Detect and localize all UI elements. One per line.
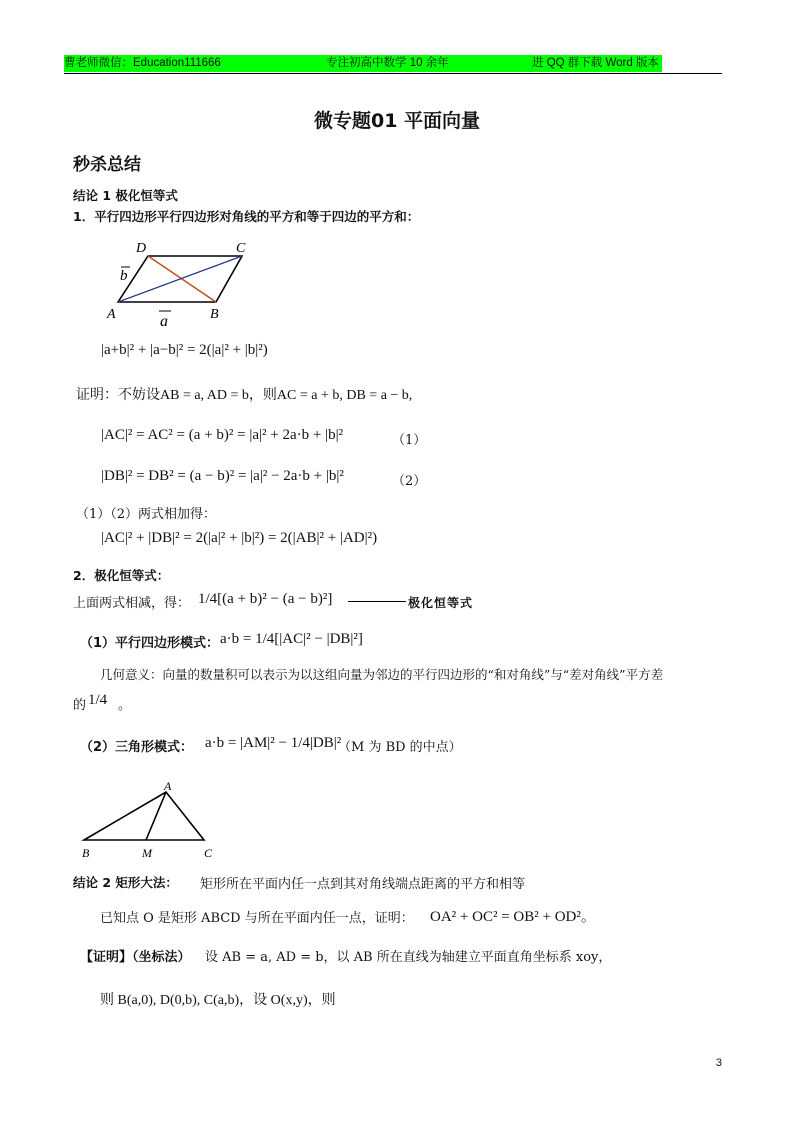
label-A: A bbox=[107, 307, 116, 322]
header-divider bbox=[64, 73, 722, 74]
parallelogram-mode-equation: a·b = 1/4[|AC|² − |DB|²] bbox=[220, 631, 363, 647]
proof-intro: 证明：不妨设AB = a, AD = b，则AC = a + b, DB = a − b, bbox=[76, 388, 413, 403]
sum-equation: |AC|² + |DB|² = 2(|a|² + |b|²) = 2(|AB|² + |AD|²) bbox=[101, 530, 378, 546]
equation-2-tag: （2） bbox=[392, 474, 427, 489]
page-number: 3 bbox=[715, 1057, 722, 1069]
formula-1: |a+b|² + |a−b|² = 2(|a|² + |b|²) bbox=[101, 342, 268, 358]
triangle-mode-equation: a·b = |AM|² − 1/4|DB|² bbox=[205, 735, 342, 751]
proof-label: 【证明】（坐标法） bbox=[80, 950, 191, 965]
meaning-line2-prefix: 的 bbox=[73, 698, 87, 713]
header-left: 曹老师微信：Education111666 bbox=[64, 57, 221, 69]
proof-text: 设 AB = a, AD = b，以 AB 所在直线为轴建立平面直角坐标系 xoy， bbox=[205, 950, 612, 965]
sum-label: （1）（2）两式相加得： bbox=[76, 507, 217, 522]
geometric-meaning: 几何意义：向量的数量积可以表示为以这组向量为邻边的平行四边形的“和对角线”与“差对角线”平方差 bbox=[100, 667, 664, 682]
conclusion1-heading: 结论 1 极化恒等式 bbox=[73, 188, 178, 203]
page-title: 微专题01 平面向量 bbox=[313, 110, 481, 132]
identity-pointer-line bbox=[348, 601, 406, 602]
coordinates-line: 则 B(a,0), D(0,b), C(a,b)，设 O(x,y)，则 bbox=[100, 993, 336, 1008]
parallelogram-figure bbox=[100, 236, 270, 331]
conclusion2-heading: 结论 2 矩形大法： bbox=[73, 875, 178, 890]
equation-1-tag: （1） bbox=[392, 433, 427, 448]
label-D: D bbox=[136, 241, 147, 256]
section-heading: 秒杀总结 bbox=[73, 155, 141, 175]
label-C: C bbox=[204, 846, 213, 860]
item1-heading: 1．平行四边形平行四边形对角线的平方和等于四边的平方和： bbox=[73, 209, 420, 224]
rectangle-statement-equation: OA² + OC² = OB² + OD²。 bbox=[430, 909, 596, 925]
equation-2: |DB|² = DB² = (a − b)² = |a|² − 2a·b + |b|² bbox=[101, 468, 344, 484]
equation-1: |AC|² = AC² = (a + b)² = |a|² + 2a·b + |b|² bbox=[101, 427, 344, 443]
subtract-intro: 上面两式相减，得： bbox=[73, 596, 191, 611]
median-am bbox=[146, 792, 166, 840]
label-a: a bbox=[160, 313, 168, 330]
label-b: b bbox=[120, 268, 128, 284]
triangle-figure bbox=[76, 778, 226, 862]
rectangle-statement: 已知点 O 是矩形 ABCD 与所在平面内任一点，证明： bbox=[100, 911, 414, 926]
label-A: A bbox=[164, 779, 172, 793]
triangle-mode-note: （M 为 BD 的中点） bbox=[338, 740, 462, 755]
meaning-line2-fraction: 1/4 bbox=[88, 692, 108, 708]
header-right: 进 QQ 群下载 Word 版本 bbox=[532, 57, 659, 69]
diagonal-db bbox=[148, 256, 216, 302]
item2-heading: 2．极化恒等式： bbox=[73, 568, 170, 583]
label-C: C bbox=[236, 241, 246, 256]
parallelogram-mode-label: （1）平行四边形模式： bbox=[80, 636, 220, 651]
triangle-mode-label: （2）三角形模式： bbox=[80, 740, 194, 755]
diagonal-ac bbox=[118, 256, 242, 302]
label-B: B bbox=[82, 846, 90, 860]
header-center: 专注初高中数学 10 余年 bbox=[326, 57, 449, 69]
triangle-shape bbox=[84, 792, 204, 840]
subtract-equation: 1/4[(a + b)² − (a − b)²] bbox=[198, 591, 333, 607]
header-banner bbox=[64, 55, 662, 72]
label-B: B bbox=[210, 307, 219, 322]
label-M: M bbox=[142, 846, 152, 860]
meaning-line2-suffix: 。 bbox=[118, 698, 132, 713]
conclusion2-text: 矩形所在平面内任一点到其对角线端点距离的平方和相等 bbox=[200, 877, 526, 892]
identity-label: 极化恒等式 bbox=[408, 596, 474, 610]
